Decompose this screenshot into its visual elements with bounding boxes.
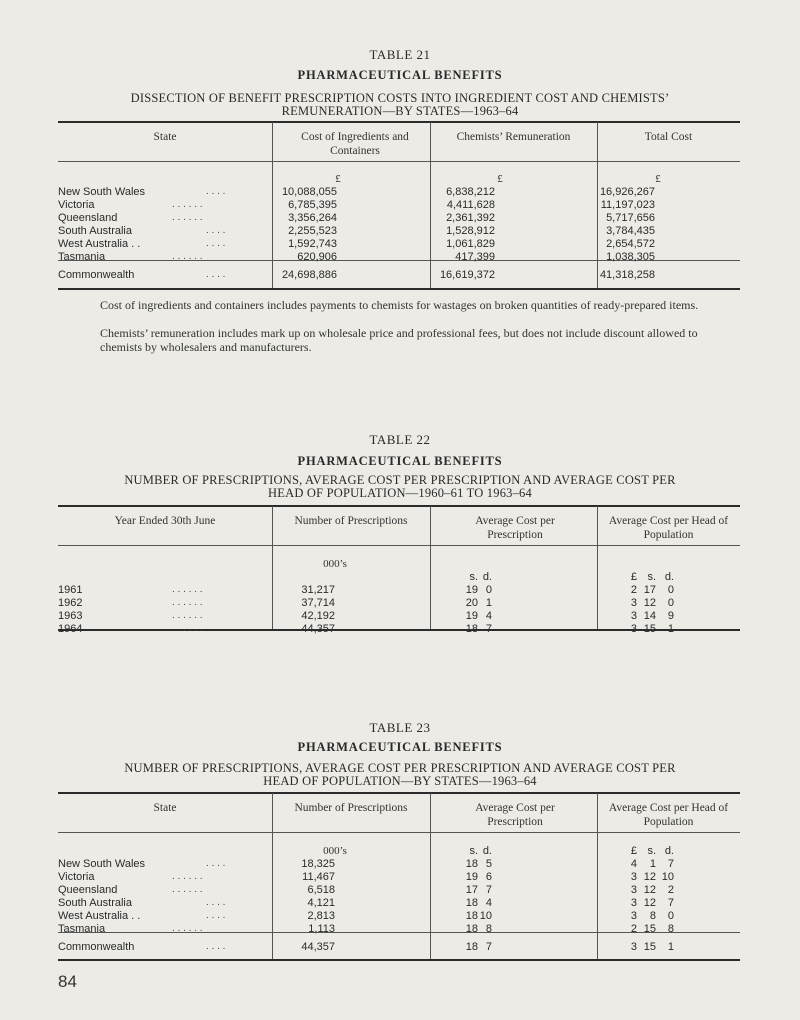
table-rule [58, 121, 740, 123]
head-shillings: 15 [643, 923, 656, 935]
prescription-count: 31,217 [301, 584, 335, 596]
chemists-remuneration: 6,838,212 [446, 186, 495, 198]
column-header: State [153, 802, 177, 814]
column-header: Number of Prescriptions [294, 802, 408, 814]
avg-pence: 10 [479, 910, 492, 922]
head-shillings: 17 [643, 584, 656, 596]
unit-label: s. [647, 571, 656, 583]
footnote: Chemists’ remuneration includes mark up on wholesale price and professional fees, but does not include discount allowed to chemists by wholesalers and manufacturers. [100, 326, 698, 354]
dot-leader: . . . . [206, 897, 226, 908]
table-rule [58, 505, 740, 507]
prescription-count: 4,121 [307, 897, 335, 909]
unit-label: £ [655, 173, 661, 185]
avg-shillings: 18 [465, 858, 478, 870]
ingredient-cost: 24,698,886 [281, 269, 337, 281]
prescription-count: 37,714 [301, 597, 335, 609]
chemists-remuneration: 16,619,372 [439, 269, 495, 281]
avg-pence: 6 [485, 871, 492, 883]
head-shillings: 12 [643, 597, 656, 609]
dot-leader: . . . . . . [172, 584, 203, 595]
head-pence: 2 [667, 884, 674, 896]
head-shillings: 1 [649, 858, 656, 870]
prescription-count: 2,813 [307, 910, 335, 922]
avg-pence: 7 [485, 941, 492, 953]
dot-leader: . . . . . . [172, 871, 203, 882]
table-caption: HEAD OF POPULATION—BY STATES—1963–64 [263, 774, 537, 788]
prescription-count: 18,325 [301, 858, 335, 870]
head-shillings: 15 [643, 623, 656, 635]
dot-leader: . . . . [206, 910, 226, 921]
table-rule [58, 792, 740, 794]
table-rule [58, 288, 740, 290]
head-pounds: 3 [630, 897, 637, 909]
year: 1964 [58, 623, 83, 635]
unit-label: d. [664, 571, 674, 583]
unit-label: £ [630, 845, 637, 857]
dot-leader: . . . . [206, 269, 226, 280]
chemists-remuneration: 417,399 [455, 251, 495, 263]
state-name: Queensland [58, 212, 118, 224]
avg-shillings: 18 [465, 623, 478, 635]
table-rule [58, 545, 740, 546]
column-header: Year Ended 30th June [114, 515, 216, 527]
column-divider [430, 506, 431, 629]
head-shillings: 8 [649, 910, 656, 922]
unit-label: £ [630, 571, 637, 583]
dot-leader: . . . . [206, 858, 226, 869]
avg-shillings: 18 [465, 923, 478, 935]
prescription-count: 42,192 [301, 610, 335, 622]
table-rule [58, 832, 740, 833]
ingredient-cost: 10,088,055 [281, 186, 337, 198]
unit-label: s. [469, 845, 478, 857]
total-cost: 5,717,656 [606, 212, 655, 224]
state-name: Tasmania [58, 251, 106, 263]
state-name: Queensland [58, 884, 118, 896]
head-shillings: 14 [643, 610, 656, 622]
avg-shillings: 18 [465, 910, 478, 922]
column-header: Chemists’ Remuneration [456, 131, 571, 143]
head-pounds: 3 [630, 910, 637, 922]
avg-shillings: 20 [465, 597, 478, 609]
head-pence: 10 [661, 871, 674, 883]
head-pence: 0 [667, 597, 674, 609]
avg-shillings: 18 [465, 941, 478, 953]
table-subtitle: PHARMACEUTICAL BENEFITS [297, 68, 503, 82]
table-caption: NUMBER OF PRESCRIPTIONS, AVERAGE COST PER PRESCRIPTION AND AVERAGE COST PER [124, 761, 676, 775]
dot-leader: . . . . . . [172, 610, 203, 621]
state-name: Victoria [58, 199, 95, 211]
unit-label: d. [664, 845, 674, 857]
prescription-count: 1,113 [308, 923, 335, 935]
state-name: Victoria [58, 871, 95, 883]
head-shillings: 15 [643, 941, 656, 953]
prescription-count: 44,357 [301, 941, 335, 953]
state-name: Commonwealth [58, 269, 135, 281]
year: 1963 [58, 610, 83, 622]
head-shillings: 12 [643, 897, 656, 909]
avg-shillings: 19 [465, 610, 478, 622]
ingredient-cost: 1,592,743 [288, 238, 337, 250]
state-name: South Australia [58, 225, 132, 237]
prescription-count: 6,518 [307, 884, 335, 896]
head-pence: 7 [667, 897, 674, 909]
avg-pence: 7 [485, 623, 492, 635]
table-label: TABLE 21 [369, 47, 431, 62]
prescription-count: 11,467 [302, 871, 335, 883]
year: 1961 [58, 584, 83, 596]
head-pence: 9 [667, 610, 674, 622]
table-caption: HEAD OF POPULATION—1960–61 TO 1963–64 [268, 486, 532, 500]
total-cost: 2,654,572 [606, 238, 655, 250]
table-subtitle: PHARMACEUTICAL BENEFITS [297, 740, 503, 754]
avg-pence: 4 [485, 897, 492, 909]
ingredient-cost: 3,356,264 [288, 212, 337, 224]
column-header: Average Cost per Prescription [475, 802, 555, 828]
head-pounds: 3 [630, 941, 637, 953]
avg-pence: 4 [485, 610, 492, 622]
unit-label: d. [482, 845, 492, 857]
unit-label: s. [647, 845, 656, 857]
state-name: West Australia . . [58, 238, 141, 250]
head-pounds: 3 [630, 871, 637, 883]
column-divider [430, 793, 431, 959]
dot-leader: . . . . [206, 225, 226, 236]
head-pounds: 3 [630, 610, 637, 622]
unit-label: 000’s [323, 845, 347, 857]
prescription-count: 44,357 [301, 623, 335, 635]
dot-leader: . . . . [206, 186, 226, 197]
state-name: South Australia [58, 897, 132, 909]
ingredient-cost: 6,785,395 [288, 199, 337, 211]
table-label: TABLE 23 [369, 720, 431, 735]
head-pounds: 3 [630, 597, 637, 609]
unit-label: 000’s [323, 558, 347, 570]
column-header: Average Cost per Prescription [475, 515, 555, 541]
dot-leader: . . . . . . [172, 923, 203, 934]
table-caption: REMUNERATION—BY STATES—1963–64 [281, 104, 519, 118]
chemists-remuneration: 1,528,912 [446, 225, 495, 237]
chemists-remuneration: 4,411,628 [446, 199, 495, 211]
state-name: Commonwealth [58, 941, 135, 953]
column-header: Total Cost [644, 131, 693, 143]
head-pence: 7 [667, 858, 674, 870]
state-name: West Australia . . [58, 910, 141, 922]
total-cost: 3,784,435 [606, 225, 655, 237]
avg-pence: 7 [485, 884, 492, 896]
chemists-remuneration: 2,361,392 [446, 212, 495, 224]
head-pence: 0 [667, 584, 674, 596]
dot-leader: . . . . . . [172, 623, 203, 634]
column-header: Average Cost per Head of Population [608, 802, 729, 828]
avg-shillings: 19 [465, 871, 478, 883]
footnote: Cost of ingredients and containers includes payments to chemists for wastages on broken quantities of ready-prepared items. [100, 298, 699, 312]
table-caption: DISSECTION OF BENEFIT PRESCRIPTION COSTS INTO INGREDIENT COST AND CHEMISTS’ [130, 91, 670, 105]
head-pence: 1 [667, 941, 674, 953]
ingredient-cost: 2,255,523 [288, 225, 337, 237]
chemists-remuneration: 1,061,829 [446, 238, 495, 250]
total-cost: 1,038,305 [606, 251, 655, 263]
head-pence: 8 [667, 923, 674, 935]
unit-label: s. [469, 571, 478, 583]
dot-leader: . . . . [206, 238, 226, 249]
avg-pence: 1 [485, 597, 492, 609]
avg-shillings: 19 [465, 584, 478, 596]
table-subtitle: PHARMACEUTICAL BENEFITS [297, 454, 503, 468]
table-rule [58, 161, 740, 162]
unit-label: d. [482, 571, 492, 583]
avg-shillings: 18 [465, 897, 478, 909]
column-header: State [153, 131, 177, 143]
avg-shillings: 17 [465, 884, 478, 896]
table-label: TABLE 22 [369, 432, 431, 447]
dot-leader: . . . . . . [172, 251, 203, 262]
head-shillings: 12 [643, 871, 656, 883]
unit-label: £ [335, 173, 341, 185]
avg-pence: 0 [485, 584, 492, 596]
dot-leader: . . . . [206, 941, 226, 952]
head-shillings: 12 [643, 884, 656, 896]
avg-pence: 5 [485, 858, 492, 870]
year: 1962 [58, 597, 83, 609]
head-pounds: 4 [630, 858, 637, 870]
page-number: 84 [58, 972, 77, 991]
unit-label: £ [497, 173, 503, 185]
head-pounds: 2 [630, 584, 637, 596]
avg-pence: 8 [485, 923, 492, 935]
dot-leader: . . . . . . [172, 212, 203, 223]
head-pence: 1 [667, 623, 674, 635]
table-caption: NUMBER OF PRESCRIPTIONS, AVERAGE COST PER PRESCRIPTION AND AVERAGE COST PER [124, 473, 676, 487]
state-name: New South Wales [58, 186, 146, 198]
head-pounds: 3 [630, 884, 637, 896]
state-name: New South Wales [58, 858, 146, 870]
dot-leader: . . . . . . [172, 597, 203, 608]
head-pence: 0 [667, 910, 674, 922]
head-pounds: 3 [630, 623, 637, 635]
state-name: Tasmania [58, 923, 106, 935]
ingredient-cost: 620,906 [297, 251, 337, 263]
total-cost: 11,197,023 [600, 199, 655, 211]
dot-leader: . . . . . . [172, 884, 203, 895]
column-header: Average Cost per Head of Population [608, 515, 729, 541]
column-header: Number of Prescriptions [294, 515, 408, 527]
total-cost: 16,926,267 [599, 186, 655, 198]
table-rule [58, 959, 740, 961]
dot-leader: . . . . . . [172, 199, 203, 210]
head-pounds: 2 [630, 923, 637, 935]
column-header: Cost of Ingredients and Containers [301, 131, 409, 157]
total-cost: 41,318,258 [599, 269, 655, 281]
